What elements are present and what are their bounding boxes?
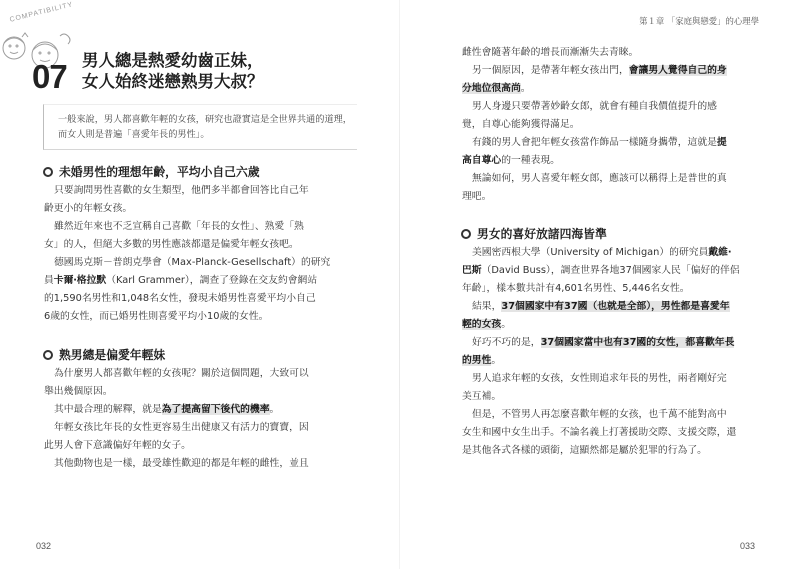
- body-text: 好巧不巧的是，: [472, 337, 541, 348]
- body-line: [472, 64, 727, 78]
- body-text: 結果，: [472, 301, 502, 312]
- body-line: 年齡」，樣本數共計有4,601名男性、5,446名女性。: [462, 283, 690, 294]
- highlighted-text: 37個國家中有37國（也就是全部），男性都是喜愛年: [501, 301, 730, 312]
- body-line: 美互補。: [462, 391, 502, 402]
- body-line: 男人身邊只要帶著妙齡女郎，就會有種自我價值提升的感: [472, 101, 717, 112]
- body-line: 覺，自尊心能夠獲得滿足。: [462, 119, 580, 130]
- decoration-text: COMPATIBILITY: [9, 1, 75, 24]
- body-line: 德國馬克斯－普朗克學會（Max-Planck-Gesellschaft）的研究: [54, 257, 331, 268]
- right-page: [400, 0, 799, 569]
- chapter-number: 07: [32, 58, 67, 95]
- highlighted-text: 的男性: [462, 355, 492, 366]
- body-line: 男人追求年輕的女孩，女性則追求年長的男性，兩者剛好完: [472, 373, 727, 384]
- body-line: 女」的人，但絕大多數的男性應該都還是偏愛年輕女孩吧。: [44, 239, 299, 250]
- body-text: 另一個原因，是帶著年輕女孩出門，: [472, 65, 629, 76]
- highlighted-text: 為了提高留下後代的機率: [161, 404, 270, 415]
- body-line: [472, 136, 727, 150]
- chapter-title: [82, 50, 362, 92]
- section-heading-text: 男女的喜好放諸四海皆準: [477, 227, 607, 241]
- body-text: 的一種表現。: [501, 155, 560, 166]
- researcher-name: 卡爾‧格拉默: [53, 275, 107, 286]
- summary-box: [43, 104, 357, 150]
- page-number-right: 033: [740, 541, 756, 551]
- body-text: 。: [269, 404, 280, 415]
- body-text: 美國密西根大學（University of Michigan）的研究員: [472, 247, 709, 258]
- body-text: 有錢的男人會把年輕女孩當作飾品一樣隨身攜帶，這就是: [472, 137, 717, 148]
- section-heading-text: 熟男總是偏愛年輕妹: [59, 348, 166, 362]
- body-text: 。: [491, 355, 502, 366]
- body-text: （David Buss），調查世界各地37個國家人民「偏好的伴侶: [481, 265, 740, 276]
- section-heading-young-women: [43, 346, 165, 363]
- body-line: 的1,590名男性和1,048名女性，發現未婚男性喜愛平均小自己: [44, 293, 316, 304]
- body-text: 員: [44, 275, 54, 286]
- body-line: [54, 403, 279, 417]
- summary-text: 一般來說，男人都喜歡年輕的女孩，研究也證實這是全世界共通的道理，而女人則是普遍「喜愛年長的男性」。: [58, 114, 352, 140]
- body-text: 其中最合理的解釋，就是: [54, 404, 162, 415]
- body-line: [472, 300, 730, 314]
- body-line: 雌性會隨著年齡的增長而漸漸失去青睞。: [462, 47, 639, 58]
- body-line: 此男人會下意識偏好年輕的女子。: [44, 440, 191, 451]
- section-heading-universal-preferences: [461, 225, 607, 242]
- section-heading-ideal-age: [43, 163, 260, 180]
- body-line: 為什麼男人都喜歡年輕的女孩呢？關於這個問題，大致可以: [54, 368, 309, 379]
- body-text: 。: [520, 83, 531, 94]
- double-circle-icon: [43, 350, 53, 360]
- highlighted-text: 37個國家當中也有37國的女性，都喜歡年長: [540, 337, 735, 348]
- body-line: [462, 82, 531, 96]
- researcher-name: 戴維‧: [708, 247, 732, 258]
- researcher-name: 巴斯: [462, 265, 482, 276]
- bold-text: 高自尊心: [462, 155, 502, 166]
- body-line: 但是，不管男人再怎麼喜歡年輕的女孩，也千萬不能對高中: [472, 409, 727, 420]
- double-circle-icon: [461, 229, 471, 239]
- left-page: [0, 0, 399, 569]
- body-line: 女生和國中女生出手。不論名義上打著援助交際、支援交際，還: [462, 427, 737, 438]
- body-line: 齡更小的年輕女孩。: [44, 203, 133, 214]
- body-line: 舉出幾個原因。: [44, 386, 113, 397]
- body-line: [462, 154, 560, 168]
- body-text: （Karl Grammer），調查了登錄在交友約會網站: [106, 275, 318, 286]
- body-line: 其他動物也是一樣，最受雄性歡迎的都是年輕的雌性，並且: [54, 458, 309, 469]
- body-line: 雖然近年來也不乏宣稱自己喜歡「年長的女性」、熟愛「熟: [54, 221, 304, 232]
- body-line: [472, 246, 731, 260]
- body-text: 。: [501, 319, 511, 330]
- highlighted-text: 輕的女孩: [462, 319, 502, 330]
- highlighted-text: 會讓男人覺得自己的身: [628, 65, 727, 76]
- double-circle-icon: [43, 167, 53, 177]
- body-line: 無論如何，男人喜愛年輕女郎，應該可以稱得上是普世的真: [472, 173, 727, 184]
- page-number-left: 032: [36, 541, 52, 551]
- body-line: 只要詢問男性喜歡的女生類型，他們多半都會回答比自己年: [54, 185, 309, 196]
- body-line: [472, 336, 734, 350]
- body-line: 年輕女孩比年長的女性更容易生出健康又有活力的寶寶，因: [54, 422, 309, 433]
- chapter-title-line: 女人始終迷戀熟男大叔？: [82, 72, 264, 91]
- body-line: 理吧。: [462, 191, 492, 202]
- body-line: 是其他各式各樣的頭銜，這顯然都是屬於犯罪的行為了。: [462, 445, 707, 456]
- body-line: [462, 318, 511, 332]
- highlighted-text: 分地位很高尚: [462, 83, 521, 94]
- body-line: [462, 264, 740, 278]
- body-line: [462, 354, 501, 368]
- body-line: [44, 274, 317, 288]
- bold-text: 提: [716, 137, 727, 148]
- chapter-title-line: 男人總是熱愛幼齒正妹，: [82, 51, 264, 70]
- body-line: 6歲的女性，而已婚男性則喜愛平均小10歲的女性。: [44, 311, 269, 322]
- running-head: 第１章 「家庭與戀愛」的心理學: [639, 16, 759, 26]
- section-heading-text: 未婚男性的理想年齡，平均小自己六歲: [59, 165, 260, 179]
